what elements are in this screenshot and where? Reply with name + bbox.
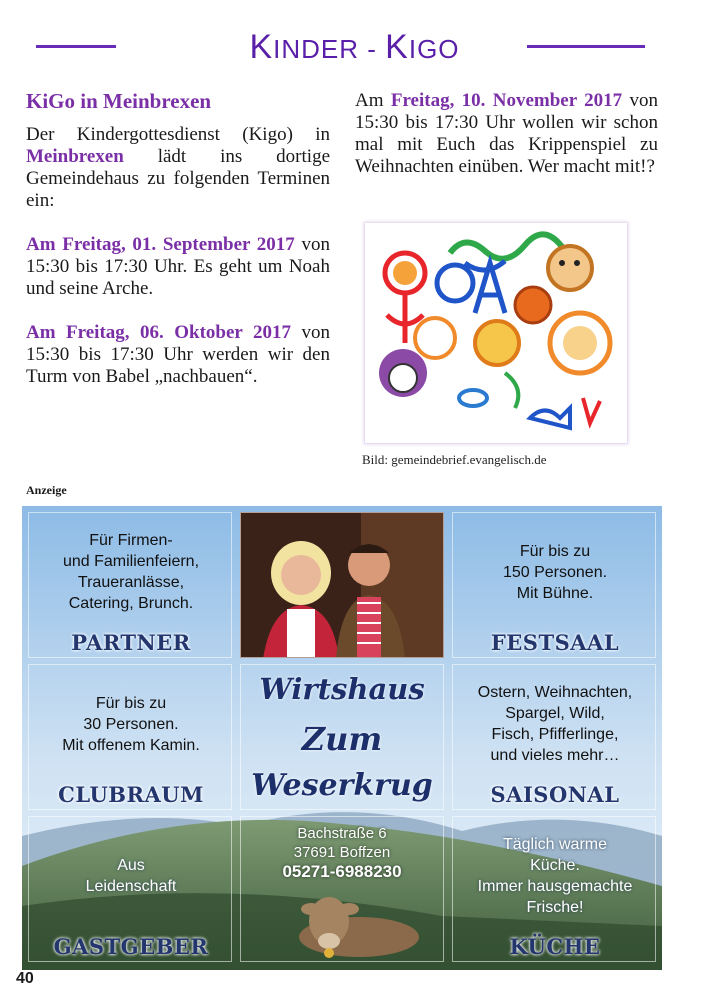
tile-saisonal-text: Ostern, Weihnachten, Spargel, Wild, Fisch, Pfifferlinge, und vieles mehr… [477, 684, 633, 764]
tile-gastgeber-text: Aus Leidenschaft [85, 857, 177, 895]
tile-saisonal [452, 664, 656, 810]
tile-clubraum-text: Für bis zu 30 Personen. Mit offenem Kamin. [62, 694, 200, 754]
restaurant-name-line2: Zum [301, 720, 383, 758]
tile-partner-label: PARTNER [71, 630, 191, 655]
article-title: KiGo in Meinbrexen [26, 89, 212, 113]
contact-street: Bachstraße 6 [297, 825, 387, 842]
contact-city: 37691 Boffzen [293, 844, 391, 861]
tile-festsaal-label: FESTSAAL [490, 630, 620, 655]
section-title: KINDER - KIGO [249, 28, 460, 66]
tile-kueche-label: KÜCHE [509, 934, 601, 959]
restaurant-name [240, 664, 444, 810]
tile-clubraum-label: CLUBRAUM [58, 782, 204, 807]
tile-photo-hosts [240, 512, 444, 658]
children-drawing-image [364, 222, 628, 444]
tile-saisonal-label: SAISONAL [490, 782, 620, 807]
november-paragraph: Am Freitag, 10. November 2017 von 15:30 bis 17:30 Uhr wollen wir schon mal mit Euch das Krippenspiel zu Weihnachten einüben. Wer macht mit!? [355, 90, 659, 177]
restaurant-name-line3: Weserkrug [251, 768, 433, 803]
restaurant-name-line1: Wirtshaus [259, 672, 425, 706]
image-caption: Bild: gemeindebrief.evangelisch.de [362, 452, 547, 467]
ad-tag: Anzeige [26, 483, 67, 497]
contact-phone[interactable]: 05271-6988230 [282, 862, 402, 881]
tile-gastgeber-label: GASTGEBER [53, 934, 209, 959]
tile-kueche [452, 816, 656, 962]
date-paragraph-2: Am Freitag, 06. Oktober 2017 von 15:30 bis 17:30 Uhr werden wir den Turm von Babel „nachbauen“. [26, 322, 331, 387]
intro-paragraph: Der Kindergottesdienst (Kigo) in Meinbrexen lädt ins dortige Gemeindehaus zu folgenden Terminen ein: [26, 124, 330, 211]
tile-festsaal [452, 512, 656, 658]
left-column [26, 90, 330, 410]
contact-info [240, 824, 444, 881]
drawing-illustration [365, 223, 627, 443]
ad-wirtshaus-weserkrug [22, 506, 662, 970]
right-column [355, 90, 658, 178]
hosts-photo [241, 513, 444, 658]
tile-kueche-text: Täglich warme Küche. Immer hausgemachte Frische! [477, 836, 633, 916]
tile-festsaal-text: Für bis zu 150 Personen. Mit Bühne. [502, 542, 608, 602]
page-number: 40 [16, 970, 34, 987]
tile-gastgeber [28, 816, 232, 962]
tile-partner-text: Für Firmen- und Familienfeiern, Traueranlässe, Catering, Brunch. [62, 532, 200, 612]
tile-clubraum [28, 664, 232, 810]
date-paragraph-1: Am Freitag, 01. September 2017 von 15:30 bis 17:30 Uhr. Es geht um Noah und seine Arche. [26, 234, 331, 299]
tile-partner [28, 512, 232, 658]
